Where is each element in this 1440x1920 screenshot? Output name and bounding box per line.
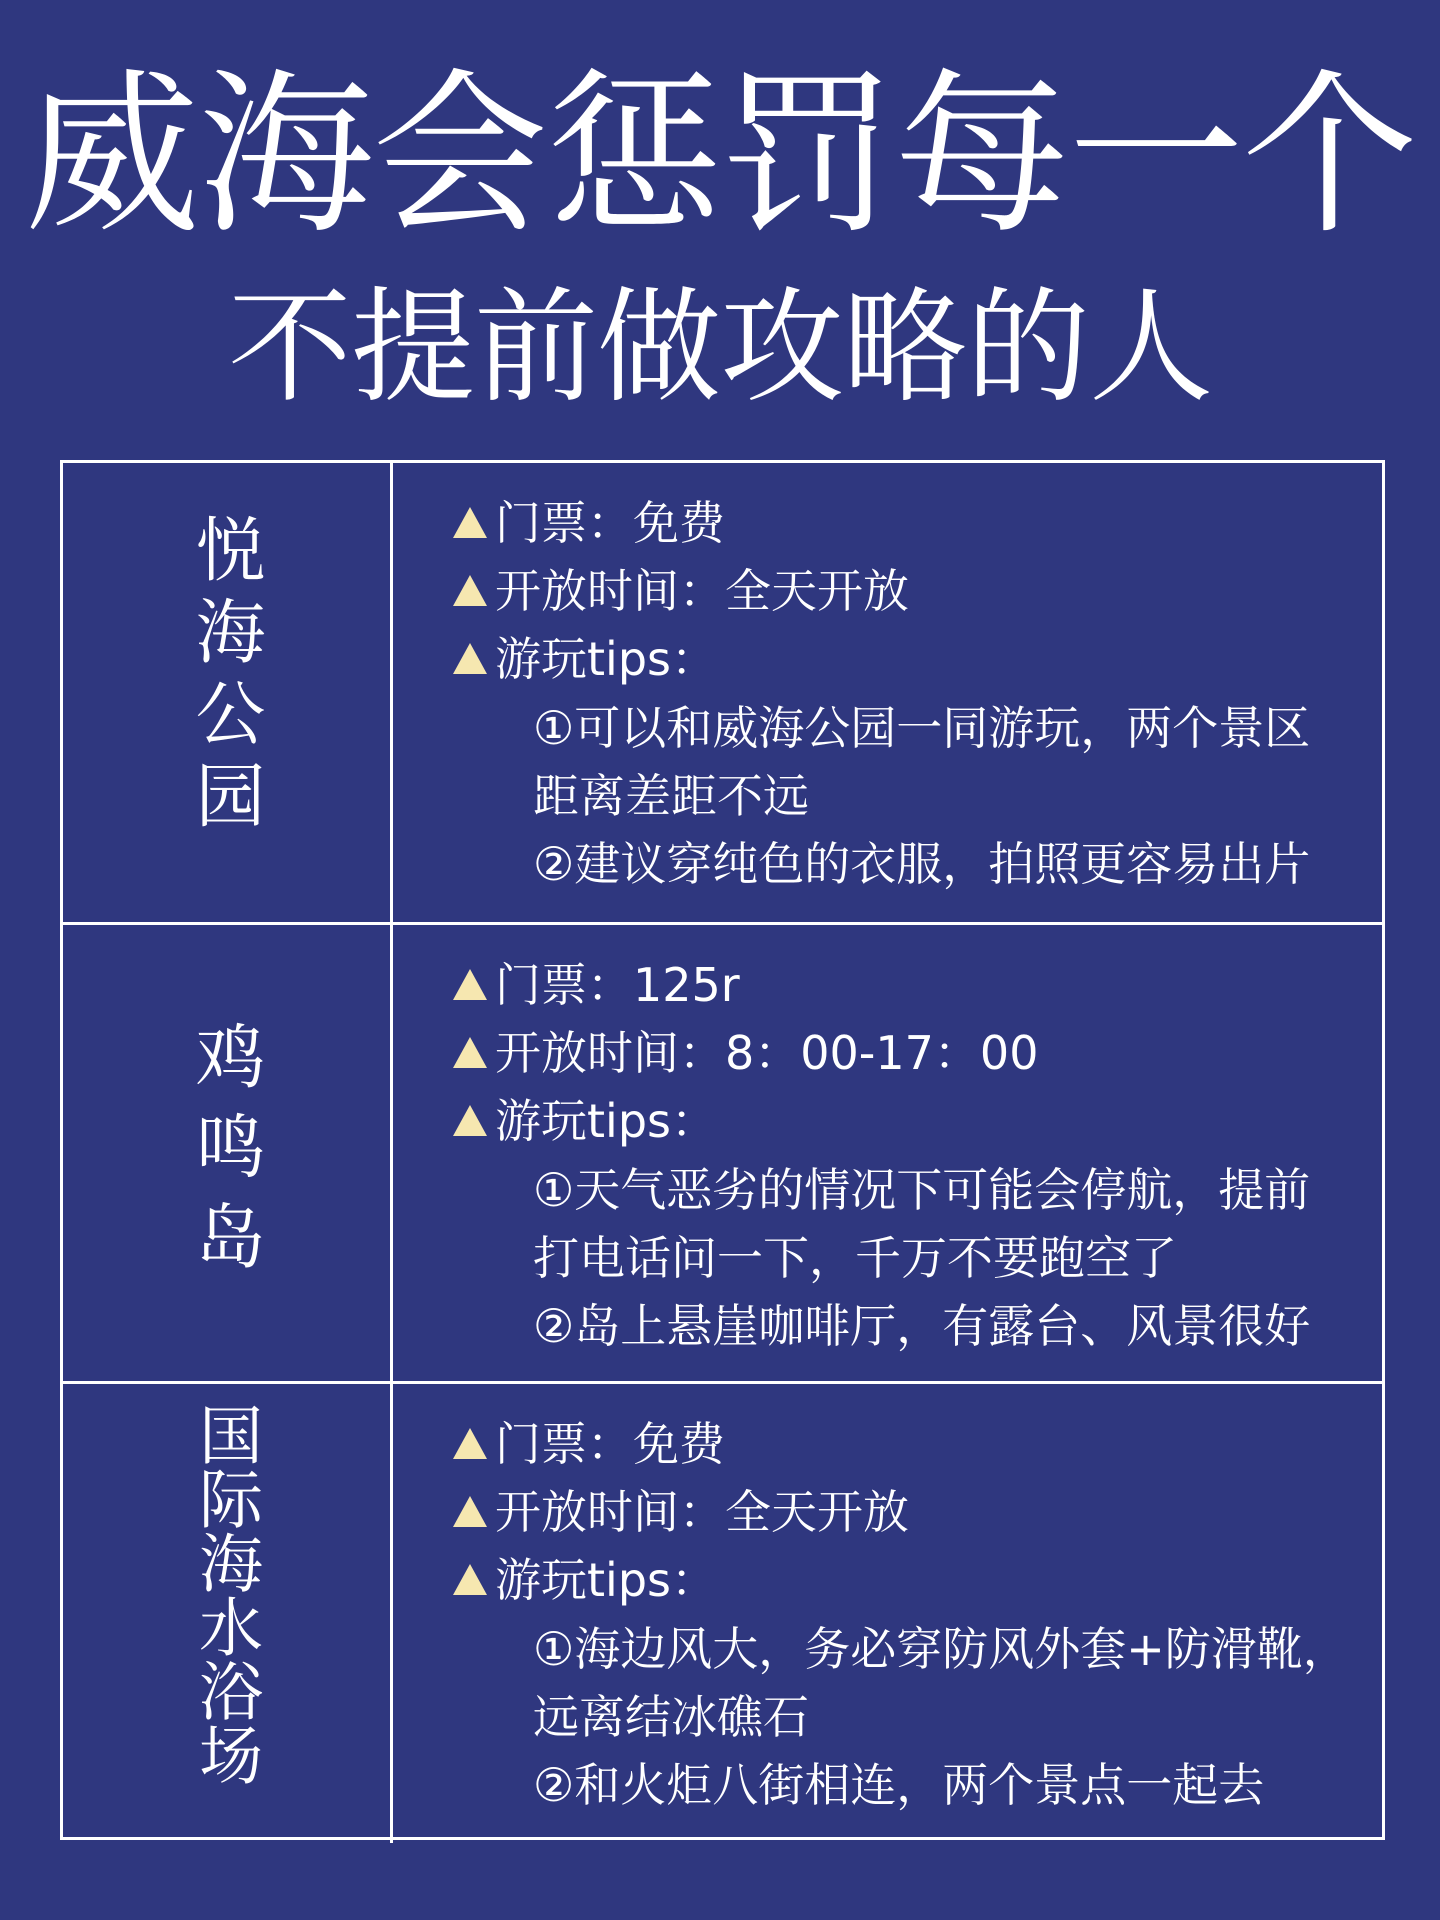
triangle-icon (453, 575, 487, 606)
tip-line: 距离差距不远 (533, 769, 809, 823)
triangle-icon (453, 1564, 487, 1595)
table-row (63, 1381, 1382, 1843)
triangle-icon (453, 643, 487, 674)
triangle-icon (453, 969, 487, 1000)
triangle-icon (453, 1105, 487, 1136)
hours-text: 开放时间：全天开放 (495, 1485, 909, 1539)
tip-line: ②和火炬八街相连，两个景点一起去 (533, 1758, 1265, 1812)
page-title-line2: 不提前做攻略的人 (227, 276, 1212, 420)
tip-line: ①海边风大，务必穿防风外套+防滑靴， (533, 1622, 1349, 1676)
table-row (63, 922, 1382, 1384)
attraction-info-cell (393, 1384, 1382, 1843)
attraction-name: 鸡鸣岛 (184, 1020, 266, 1290)
attraction-name-cell (63, 463, 393, 922)
ticket-text: 门票：免费 (495, 1417, 725, 1471)
triangle-icon (453, 507, 487, 538)
tips-label-line (495, 1093, 717, 1149)
ticket-text: 门票：免费 (495, 496, 725, 550)
attractions-table (60, 460, 1385, 1840)
triangle-icon (453, 1496, 487, 1527)
attraction-name-cell (63, 925, 393, 1384)
ticket-line (495, 495, 725, 551)
ticket-line (495, 957, 740, 1013)
attraction-info-cell (393, 925, 1382, 1384)
tip-line: 远离结冰礁石 (533, 1690, 809, 1744)
hours-text: 开放时间：全天开放 (495, 564, 909, 618)
hours-line (495, 1484, 909, 1540)
tip-line: ①天气恶劣的情况下可能会停航，提前 (533, 1163, 1311, 1217)
tips-label-line (495, 631, 717, 687)
hours-line (495, 1025, 1038, 1081)
tips-label-line (495, 1552, 717, 1608)
hours-text: 开放时间：8：00-17：00 (495, 1026, 1039, 1080)
attraction-name-cell (63, 1384, 393, 1843)
ticket-line (495, 1416, 725, 1472)
tip-line: ②岛上悬崖咖啡厅，有露台、风景很好 (533, 1299, 1311, 1353)
triangle-icon (453, 1428, 487, 1459)
attraction-info-cell (393, 463, 1382, 922)
tip-line: ②建议穿纯色的衣服，拍照更容易出片 (533, 837, 1311, 891)
attraction-name: 悦海公园 (184, 513, 266, 841)
page-title-line1: 威海会惩罚每一个 (23, 53, 1416, 258)
tip-line: 打电话问一下，千万不要跑空了 (533, 1231, 1177, 1285)
table-row (63, 463, 1382, 922)
triangle-icon (453, 1037, 487, 1068)
tips-label: 游玩tips： (495, 632, 717, 686)
tips-label: 游玩tips： (495, 1553, 717, 1607)
tip-line: ①可以和威海公园一同游玩，两个景区 (533, 701, 1311, 755)
ticket-text: 门票：125r (495, 958, 740, 1012)
tips-label: 游玩tips： (495, 1094, 717, 1148)
attraction-name: 国际海水浴场 (188, 1402, 262, 1786)
hours-line (495, 563, 909, 619)
